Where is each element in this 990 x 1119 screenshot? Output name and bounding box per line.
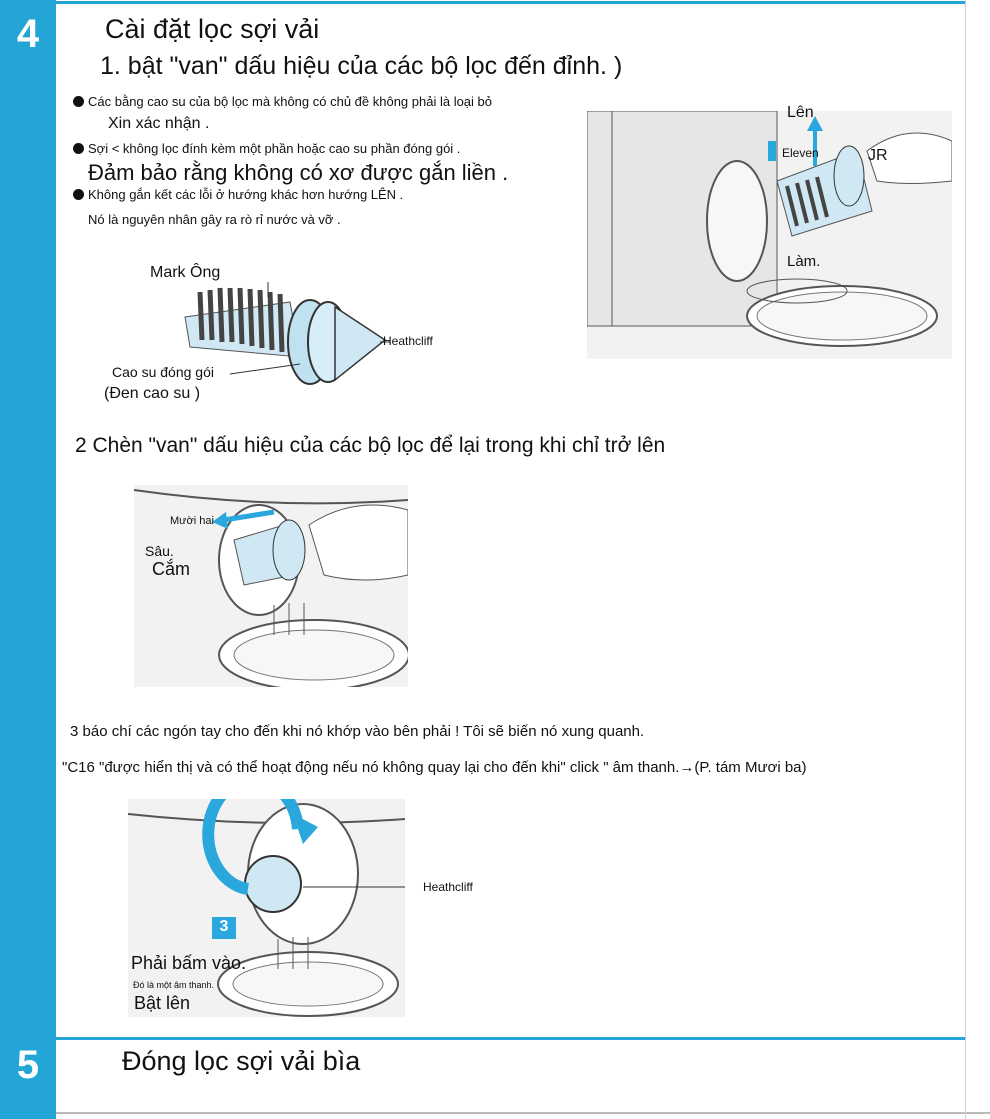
sound-label: Đó là một âm thanh.: [133, 980, 215, 990]
up-label: Lên: [787, 104, 814, 121]
bullet-3: Không gắn kết các lỗi ở hướng khác hơn hướng LÊN .: [73, 187, 403, 202]
sau-label: Sâu.: [145, 543, 174, 559]
c16-note: "C16 "được hiển thị và có thể hoạt động nếu nó không quay lại cho đến khi" click " âm thanh.→(P. tám Mươi ba): [62, 759, 807, 776]
rubber-paren-label: (Đen cao su ): [104, 385, 201, 402]
rubber-label: Cao su đóng gói: [112, 364, 214, 380]
sidebar-band: [0, 0, 56, 1119]
bullet-dot: [73, 189, 84, 200]
filter-figure: [150, 262, 450, 402]
ensure-text: Đảm bảo rằng không có xơ được gắn liền .: [88, 160, 509, 185]
heathcliff-label-2: Heathcliff: [423, 880, 473, 894]
step-5-divider: [56, 1037, 966, 1040]
machine-illustration: [587, 111, 952, 359]
mark-label: Mark Ông: [150, 264, 221, 281]
bullet-dot: [73, 96, 84, 107]
filter-illustration: [150, 262, 450, 402]
step-5-number: 5: [16, 1043, 40, 1087]
right-border: [965, 0, 966, 1119]
machine-figure: [587, 111, 952, 359]
bullet-dot: [73, 143, 84, 154]
step-4-title: Cài đặt lọc sợi vải: [105, 14, 320, 44]
heathcliff-label-1: Heathcliff: [383, 334, 433, 348]
top-divider: [56, 1, 966, 4]
step-5-title: Đóng lọc sợi vải bìa: [122, 1046, 361, 1076]
lam-label: Làm.: [787, 253, 821, 270]
step-3-badge: 3: [219, 918, 229, 935]
press-label: Phải bấm vào.: [131, 953, 247, 973]
bottom-divider: [56, 1112, 990, 1114]
sub-step-2: 2 Chèn "van" dấu hiệu của các bộ lọc để lại trong khi chỉ trở lên: [75, 434, 666, 457]
confirm-text: Xin xác nhận .: [108, 115, 210, 132]
cause-text: Nó là nguyên nhân gây ra rò rỉ nước và vỡ .: [88, 212, 341, 227]
sub-step-1: 1. bật "van" dấu hiệu của các bộ lọc đến đỉnh. ): [100, 52, 623, 80]
eleven-label: Eleven: [782, 146, 819, 160]
sub-step-3: 3 báo chí các ngón tay cho đến khi nó khớp vào bên phải ! Tôi sẽ biến nó xung quanh.: [70, 723, 645, 740]
cam-label: Cắm: [152, 559, 191, 579]
flip-label: Bật lên: [134, 993, 191, 1013]
bullet-1: Các bằng cao su của bộ lọc mà không có chủ đề không phải là loại bỏ: [73, 94, 492, 109]
step-4-number: 4: [16, 12, 40, 56]
jr-label: JR: [868, 147, 888, 164]
muoi-hai-label: Mười hai: [170, 515, 214, 527]
bullet-2: Sợi < không lọc đính kèm một phần hoặc cao su phần đóng gói .: [73, 141, 460, 156]
